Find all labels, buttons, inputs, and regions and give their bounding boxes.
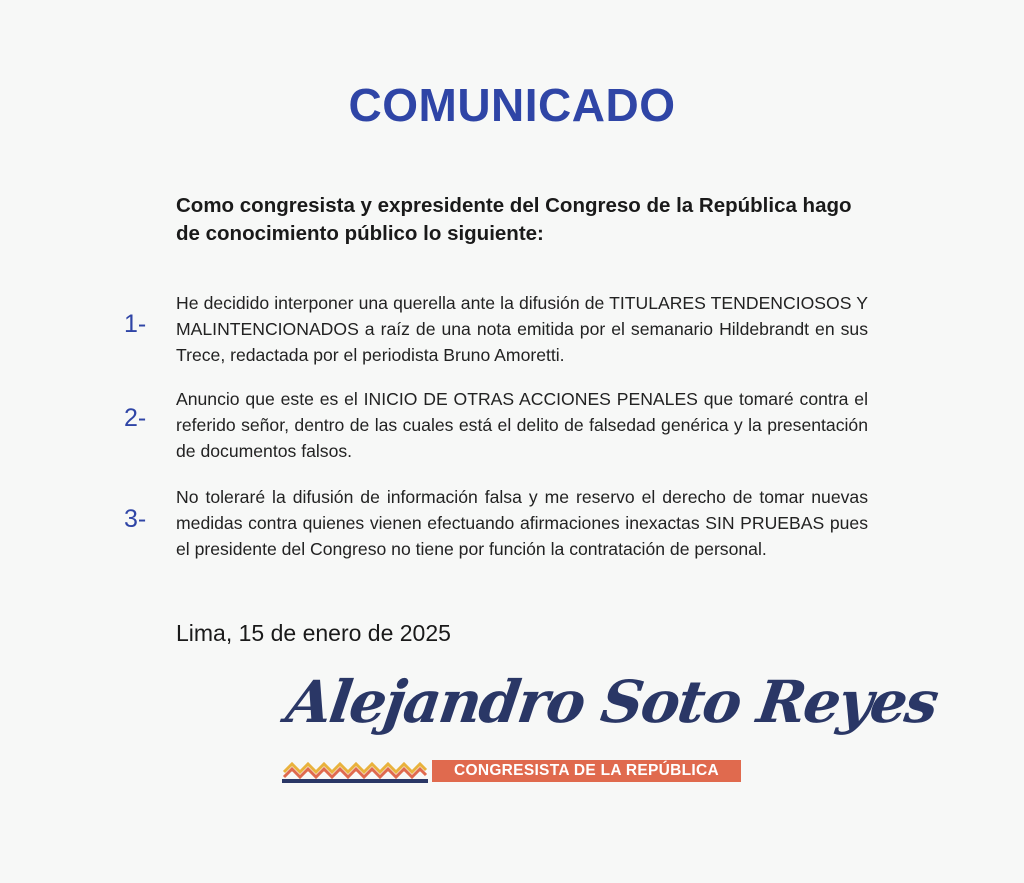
item-number-1: 1- [124, 310, 147, 338]
item-text-1: He decidido interponer una querella ante la difusión de TITULARES TENDENCIOSOS Y MALINTENCIONADOS a raíz de una nota emitida por el semanario Hildebrandt en sus Trece, redactada por el periodista Bruno Amoretti. [176, 293, 868, 365]
zigzag-ornament-icon [282, 758, 428, 784]
item-number-2: 2- [124, 404, 147, 432]
tagline-text: CONGRESISTA DE LA REPÚBLICA [453, 762, 719, 779]
intro-paragraph: Como congresista y expresidente del Congreso de la República hago de conocimiento público lo siguiente: [176, 194, 852, 245]
item-text-3: No toleraré la difusión de información falsa y me reservo el derecho de tomar nuevas medidas contra quienes vienen efectuando afirmaciones inexactas SIN PRUEBAS pues el presidente del Congreso no tiene por función la contratación de personal. [176, 487, 868, 559]
item-text-2: Anuncio que este es el INICIO DE OTRAS ACCIONES PENALES que tomaré contra el referido señor, dentro de las cuales está el delito de falsedad genérica y la presentación de documentos falsos. [176, 389, 868, 461]
place-date: Lima, 15 de enero de 2025 [176, 620, 451, 646]
signature-logo-name: Alejandro Soto Reyes [282, 668, 942, 736]
item-number-3: 3- [124, 505, 147, 533]
document-title: COMUNICADO [348, 79, 676, 131]
